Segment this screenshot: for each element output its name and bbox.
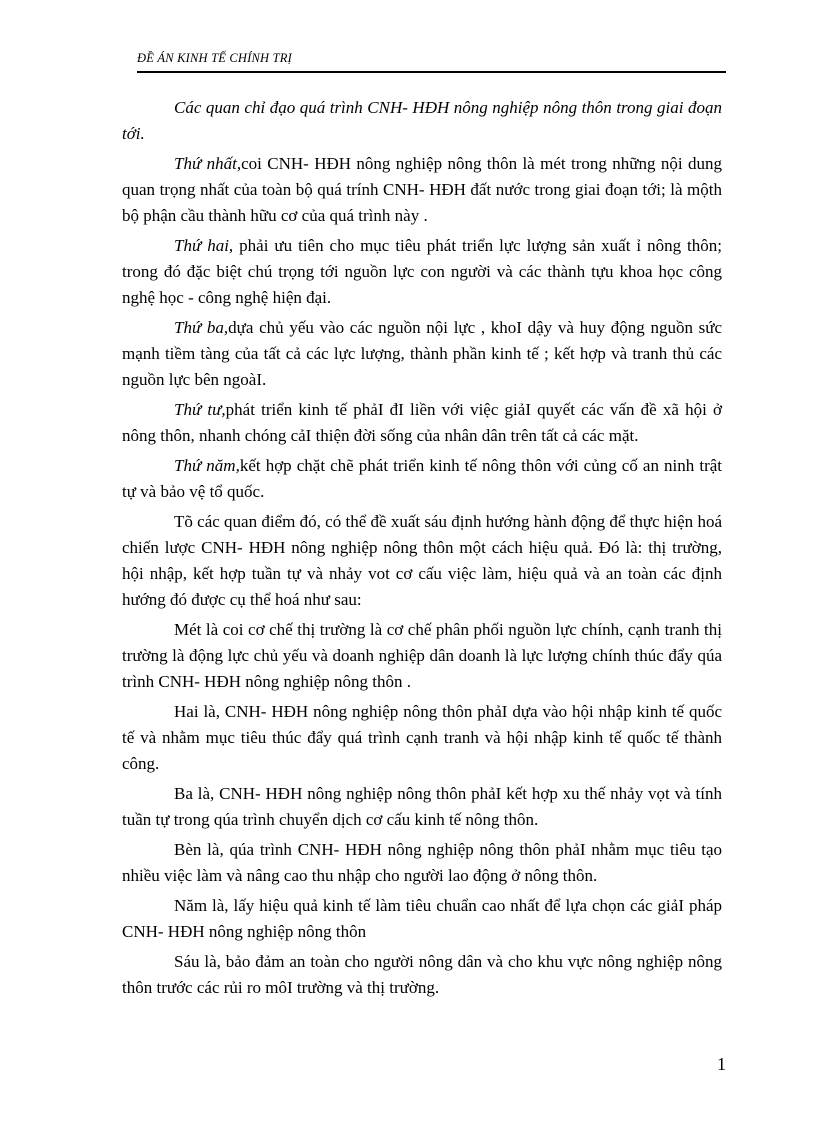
paragraph <box>122 397 722 449</box>
paragraph-lead: Thứ năm, <box>174 456 240 475</box>
paragraph <box>122 315 722 393</box>
paragraph <box>122 893 722 945</box>
paragraph <box>122 949 722 1001</box>
paragraph-lead: Thứ tư, <box>174 400 226 419</box>
paragraph <box>122 151 722 229</box>
document-body <box>122 95 722 1005</box>
paragraph-text: kết hợp chặt chẽ phát triển kinh tế nông thôn với củng cố an ninh trật tự và bảo vệ tổ quốc. <box>122 456 722 501</box>
paragraph-lead: Thứ ba, <box>174 318 229 337</box>
paragraph-text: Sáu là, bảo đảm an toàn cho người nông dân và cho khu vực nông nghiệp nông thôn trước các rủi ro môI trường và thị trường. <box>122 952 722 997</box>
paragraph <box>122 781 722 833</box>
paragraph <box>122 617 722 695</box>
paragraph-lead: Thứ nhất, <box>174 154 242 173</box>
paragraph-text: coi CNH- HĐH nông nghiệp nông thôn là mét trong những nội dung quan trọng nhất của toàn bộ quá trính CNH- HĐH đất nước trong giai đoạn tới; là mộth bộ phận cầu thành hữu cơ của quá trình này . <box>122 154 722 225</box>
paragraph-text: phải ưu tiên cho mục tiêu phát triển lực lượng sản xuất ỉ nông thôn; trong đó đặc biệt chú trọng tới nguồn lực con người và các thành tựu khoa học công nghệ học - công nghệ hiện đại. <box>122 236 723 307</box>
page-number: 1 <box>717 1054 726 1074</box>
paragraph <box>122 837 722 889</box>
paragraph-text: phát triển kinh tế phảI đI liền với việc giảI quyết các vấn đề xã hội ở nông thôn, nhanh chóng cảI thiện đời sống của nhân dân trên tất cả các mặt. <box>122 400 722 445</box>
paragraph <box>122 233 722 311</box>
header-title: ĐỀ ÁN KINH TẾ CHÍNH TRỊ <box>137 51 292 65</box>
page-header <box>137 49 726 73</box>
paragraph-text: Mét là coi cơ chế thị trường là cơ chế phân phối nguồn lực chính, cạnh tranh thị trường là động lực chủ yếu và doanh nghiệp dân doanh là lực lượng chính thúc đẩy qúa trình CNH- HĐH nông nghiệp nông thôn . <box>122 620 722 691</box>
paragraph-text: Hai là, CNH- HĐH nông nghiệp nông thôn phảI dựa vào hội nhập kinh tế quốc tế và nhằm mục tiêu thúc đẩy quá trình cạnh tranh và hội nhập kinh tế quốc tế thành công. <box>122 702 722 773</box>
paragraph-text: Tõ các quan điểm đó, có thể đề xuất sáu định hướng hành động để thực hiện hoá chiến lược CNH- HĐH nông nghiệp nông thôn một cách hiệu quả. Đó là: thị trường, hội nhập, kết hợp tuần tự và nhảy vot cơ cấu việc làm, hiệu quả và an toàn các định hướng đó được cụ thể hoá như sau: <box>122 512 722 609</box>
paragraph-lead: Thứ hai, <box>174 236 234 255</box>
paragraph-lead: Các quan chỉ đạo quá trình CNH- HĐH nông nghiệp nông thôn trong giai đoạn tới. <box>122 98 722 143</box>
paragraph <box>122 699 722 777</box>
paragraph-text: dựa chủ yếu vào các nguồn nội lực , khoI dậy và huy động nguồn sức mạnh tiềm tàng của tất cả các lực lượng, thành phần kinh tế ; kết hợp và tranh thủ các nguồn lực bên ngoàI. <box>122 318 722 389</box>
paragraph-text: Ba là, CNH- HĐH nông nghiệp nông thôn phảI kết hợp xu thế nhảy vọt và tính tuần tự trong qúa trình chuyển dịch cơ cấu kinh tế nông thôn. <box>122 784 722 829</box>
paragraph-text: Năm là, lấy hiệu quả kinh tế làm tiêu chuẩn cao nhất để lựa chọn các giảI pháp CNH- HĐH nông nghiệp nông thôn <box>122 896 722 941</box>
paragraph <box>122 95 722 147</box>
paragraph-text: Bèn là, qúa trình CNH- HĐH nông nghiệp nông thôn phảI nhằm mục tiêu tạo nhiều việc làm và nâng cao thu nhập cho người lao động ở nông thôn. <box>122 840 722 885</box>
paragraph <box>122 453 722 505</box>
paragraph <box>122 509 722 613</box>
